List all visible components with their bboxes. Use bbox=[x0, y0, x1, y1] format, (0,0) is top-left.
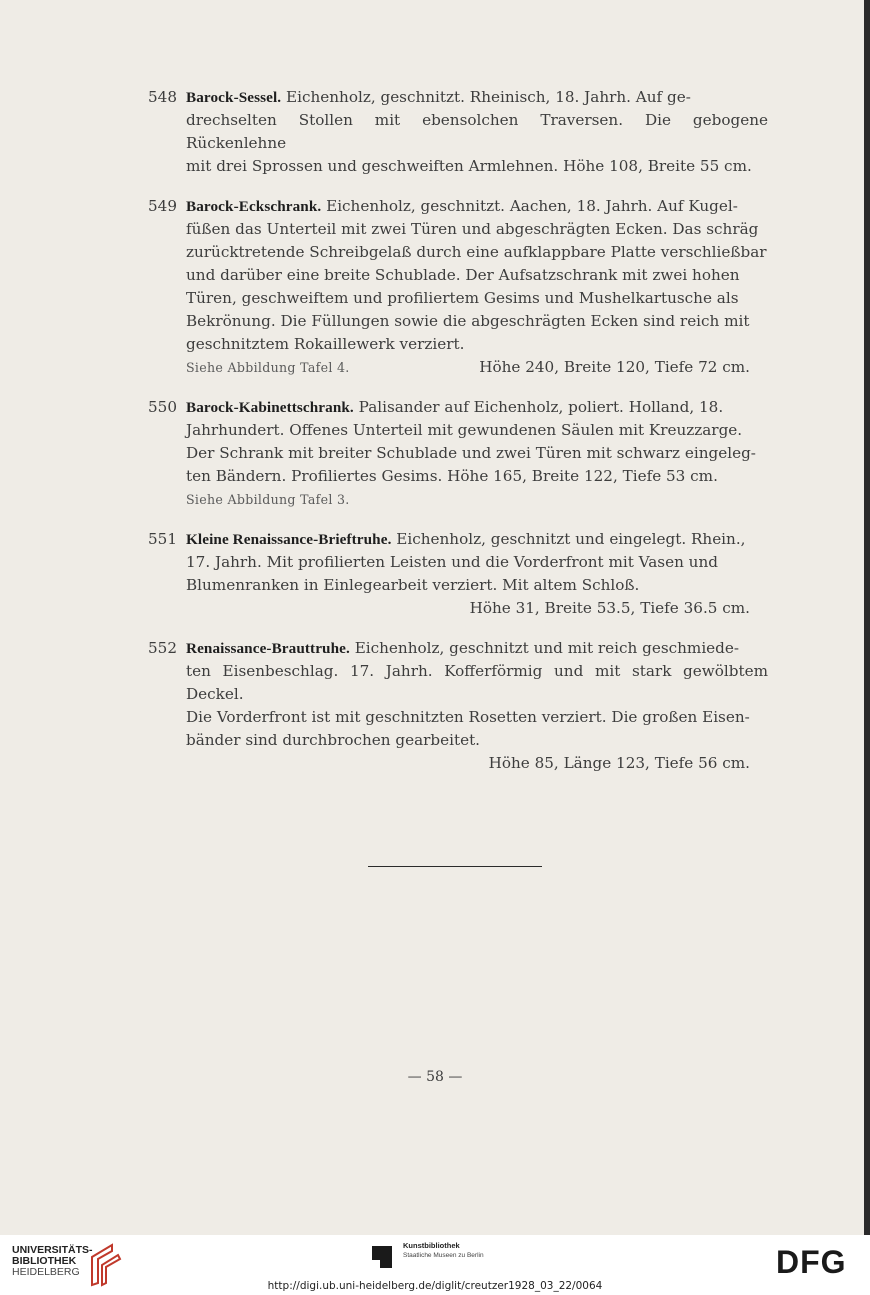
entry-title: Barock-Eckschrank. bbox=[186, 198, 322, 215]
entry-number: 551 bbox=[148, 530, 177, 548]
entry-line: ten Eisenbeschlag. 17. Jahrh. Kofferförmig und mit stark gewölbtem Deckel. bbox=[186, 662, 768, 703]
entry-title: Kleine Renaissance-Brieftruhe. bbox=[186, 531, 392, 548]
catalog-entry-552 bbox=[148, 637, 768, 775]
entry-line: zurücktretende Schreibgelaß durch eine aufklappbare Platte verschließbar bbox=[186, 243, 767, 261]
ub-name-line3: HEIDELBERG bbox=[12, 1266, 80, 1278]
catalog-entry-551 bbox=[148, 528, 768, 620]
kunstbibliothek-emblem-icon bbox=[370, 1244, 398, 1268]
entry-line: Kleine Renaissance-Brieftruhe. Eichenholz, geschnitzt und eingelegt. Rhein., bbox=[186, 530, 746, 548]
catalog-entry-548 bbox=[148, 86, 768, 178]
entry-line: geschnitztem Rokaillewerk verziert. bbox=[186, 335, 465, 353]
ub-name-line1: UNIVERSITÄTS- bbox=[12, 1244, 93, 1256]
digitization-footer bbox=[0, 1235, 870, 1295]
catalog-entry-549 bbox=[148, 195, 768, 379]
entry-line: Bekrönung. Die Füllungen sowie die abgeschrägten Ecken sind reich mit bbox=[186, 312, 750, 330]
plate-reference: Siehe Abbildung Tafel 4. bbox=[186, 360, 350, 375]
page-number: — 58 — bbox=[407, 1069, 463, 1085]
entry-line: bänder sind durchbrochen gearbeitet. bbox=[186, 731, 481, 749]
entry-line: Die Vorderfront ist mit geschnitzten Rosetten verziert. Die großen Eisen- bbox=[186, 708, 750, 726]
entry-line: drechselten Stollen mit ebensolchen Traversen. Die gebogene Rückenlehne bbox=[186, 111, 768, 152]
catalog-entries bbox=[148, 86, 768, 792]
dimensions: Höhe 31, Breite 53.5, Tiefe 36.5 cm. bbox=[469, 599, 750, 617]
kunstbibliothek-subtitle: Staatliche Museen zu Berlin bbox=[403, 1252, 484, 1259]
catalog-entry-550 bbox=[148, 396, 768, 511]
entry-line: Barock-Kabinettschrank. Palisander auf Eichenholz, poliert. Holland, 18. bbox=[186, 398, 724, 416]
entry-line: mit drei Sprossen und geschweiften Armlehnen. Höhe 108, Breite 55 cm. bbox=[186, 157, 752, 175]
entry-line: Türen, geschweiftem und profiliertem Gesims und Mushelkartusche als bbox=[186, 289, 739, 307]
entry-title: Barock-Sessel. bbox=[186, 89, 282, 106]
entry-line: Jahrhundert. Offenes Unterteil mit gewundenen Säulen mit Kreuzzarge. bbox=[186, 421, 743, 439]
entry-line: Blumenranken in Einlegearbeit verziert. Mit altem Schloß. bbox=[186, 576, 640, 594]
ub-name-line2: BIBLIOTHEK bbox=[12, 1255, 77, 1267]
entry-line: Barock-Eckschrank. Eichenholz, geschnitzt. Aachen, 18. Jahrh. Auf Kugel- bbox=[186, 197, 738, 215]
entry-line: Barock-Sessel. Eichenholz, geschnitzt. Rheinisch, 18. Jahrh. Auf ge- bbox=[186, 88, 691, 106]
dimensions: Höhe 240, Breite 120, Tiefe 72 cm. bbox=[479, 358, 750, 376]
entry-line: ten Bändern. Profiliertes Gesims. Höhe 165, Breite 122, Tiefe 53 cm. bbox=[186, 467, 718, 485]
dimensions: Höhe 85, Länge 123, Tiefe 56 cm. bbox=[488, 754, 750, 772]
source-url-link[interactable]: http://digi.ub.uni-heidelberg.de/diglit/creutzer1928_03_22/0064 bbox=[267, 1280, 603, 1292]
plate-reference: Siehe Abbildung Tafel 3. bbox=[186, 492, 350, 507]
entry-line: 17. Jahrh. Mit profilierten Leisten und die Vorderfront mit Vasen und bbox=[186, 553, 718, 571]
entry-line: füßen das Unterteil mit zwei Türen und abgeschrägten Ecken. Das schräg bbox=[186, 220, 759, 238]
entry-title: Renaissance-Brauttruhe. bbox=[186, 640, 350, 657]
entry-meta-row bbox=[186, 356, 768, 379]
entry-number: 548 bbox=[148, 88, 177, 106]
entry-line: und darüber eine breite Schublade. Der Aufsatzschrank mit zwei hohen bbox=[186, 266, 740, 284]
entry-number: 552 bbox=[148, 639, 177, 657]
section-divider bbox=[368, 866, 542, 867]
entry-number: 550 bbox=[148, 398, 177, 416]
dfg-logo[interactable] bbox=[776, 1246, 858, 1276]
dfg-wordmark: DFG bbox=[776, 1246, 847, 1276]
entry-line: Renaissance-Brauttruhe. Eichenholz, geschnitzt und mit reich geschmiede- bbox=[186, 639, 740, 657]
entry-line: Der Schrank mit breiter Schublade und zwei Türen mit schwarz eingeleg- bbox=[186, 444, 756, 462]
kunstbibliothek-name: Kunstbibliothek bbox=[403, 1241, 460, 1250]
entry-number: 549 bbox=[148, 197, 177, 215]
entry-title: Barock-Kabinettschrank. bbox=[186, 399, 354, 416]
